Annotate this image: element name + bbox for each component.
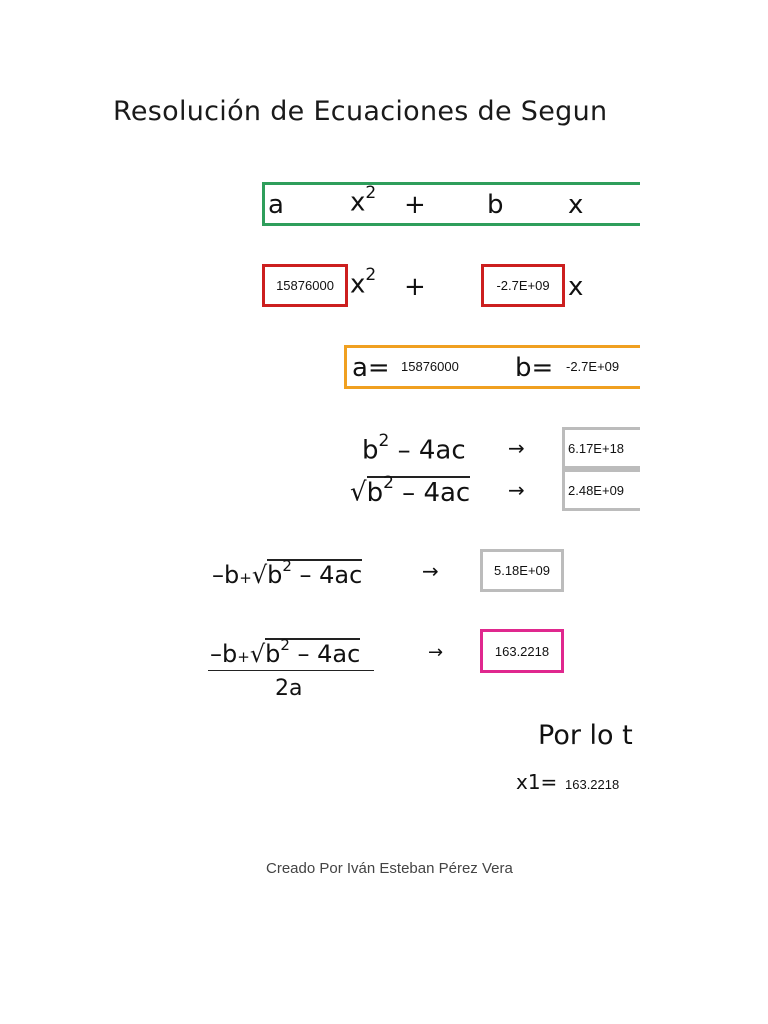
- a-value-text: 15876000: [276, 278, 334, 293]
- sqrt-icon: √: [249, 640, 266, 668]
- arrow-icon: →: [508, 436, 525, 460]
- coef-a-label: a=: [352, 353, 390, 383]
- numerator-cell[interactable]: [480, 549, 564, 592]
- substituted-x: x: [568, 272, 584, 302]
- arrow-icon: →: [508, 478, 525, 502]
- general-plus: +: [404, 190, 426, 220]
- sqrt-discriminant-cell[interactable]: [562, 469, 640, 511]
- general-b: b: [487, 190, 504, 220]
- sqrt-discriminant-value: 2.48E+09: [568, 482, 625, 498]
- quotient-denominator: 2a: [275, 676, 303, 701]
- discriminant-value: 6.17E+18: [568, 440, 625, 456]
- general-a: a: [268, 190, 284, 220]
- quotient-value: 163.2218: [494, 643, 550, 659]
- substituted-plus: +: [404, 272, 426, 302]
- coef-b-label: b=: [515, 353, 554, 383]
- fraction-line: [208, 670, 374, 671]
- numerator-value: 5.18E+09: [493, 563, 551, 578]
- substituted-x2: $x^2$: [350, 265, 377, 300]
- a-value-cell[interactable]: [262, 264, 348, 307]
- conclusion-heading: Por lo t: [538, 720, 633, 751]
- sqrt-icon: √: [350, 477, 367, 508]
- general-x2: $x^2$: [350, 183, 377, 218]
- arrow-icon: →: [428, 642, 444, 663]
- coef-b-value: -2.7E+09: [566, 359, 620, 374]
- footer-credit: Creado Por Iván Esteban Pérez Vera: [266, 860, 513, 877]
- discriminant-cell[interactable]: [562, 427, 640, 469]
- b-value-cell[interactable]: [481, 264, 565, 307]
- discriminant-label: $b^2 - 4ac$: [362, 431, 466, 466]
- quotient-cell[interactable]: [480, 629, 564, 673]
- sqrt-icon: √: [251, 561, 268, 589]
- arrow-icon: →: [422, 559, 439, 583]
- page-title: Resolución de Ecuaciones de Segun: [113, 96, 608, 127]
- b-value-text: -2.7E+09: [496, 278, 550, 293]
- coef-a-value: 15876000: [401, 359, 459, 374]
- x1-value: 163.2218: [565, 777, 620, 792]
- quotient-numerator-label: $-b+√b^2 - 4ac$: [210, 636, 361, 668]
- numerator-label: $-b+√b^2 - 4ac$: [212, 557, 363, 589]
- sqrt-discriminant-label: $√b^2 - 4ac$: [350, 473, 471, 508]
- general-x: x: [568, 190, 584, 220]
- x1-label: x1=: [516, 770, 558, 794]
